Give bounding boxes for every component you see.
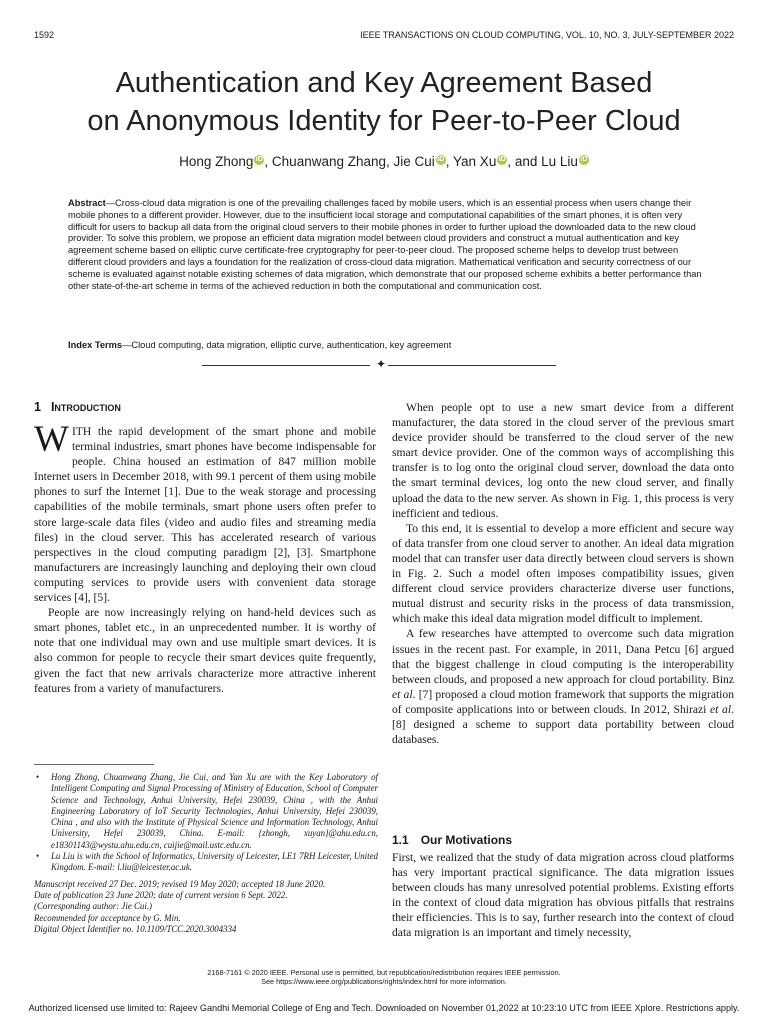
- doi[interactable]: Digital Object Identifier no. 10.1109/TCC.2020.3004334: [34, 923, 237, 934]
- orcid-icon[interactable]: iD: [437, 156, 445, 163]
- left-column-body: [34, 419, 376, 696]
- manuscript-history: [34, 879, 378, 935]
- page-number: 1592: [34, 30, 55, 40]
- motivations-paragraph-1: First, we realized that the study of data migration across cloud platforms has very important practical significance. The data migration issues between clouds has many unresolved potential problems. Existing efforts in the context of cloud data migration has obvious pitfalls that restrains their efficiencies. This is to say, further research into the context of cloud data migration is an important and timely necessity,: [392, 851, 734, 940]
- footnote-rule: [34, 764, 154, 765]
- copyright-notice: [30, 968, 738, 986]
- intro-paragraph-2: People are now increasingly relying on hand-held devices such as smart phones, tablet etc., in an unprecedented number. It is worthy of note that one individual may own and use multiple smart devices. It is also common for people to recycle their smart devices quite frequently, given the fact that new arrivals characterize more attractive inherent features from a variety of manufacturers.: [34, 606, 376, 695]
- intro-paragraph-4: To this end, it is essential to develop a more efficient and secure way of data transfer from one cloud server to another. An ideal data migration model that can transfer user data directly between cloud servers is shown in Fig. 2. Such a model often imposes compatibility issues, given different cloud service providers characterize diverse user functions, mutual distrust and security risks in the process of data transmission, which make this ideal data migration model difficult to implement.: [392, 521, 734, 626]
- et-al-1: et al: [392, 687, 413, 701]
- author-list: [30, 154, 738, 169]
- et-al-2: et al: [710, 702, 732, 716]
- title-line-2: on Anonymous Identity for Peer-to-Peer Cloud: [87, 105, 681, 137]
- footnote-bullet: •: [36, 851, 40, 862]
- paragraph-5-part-3: . [8] designed a scheme to support data portability between cloud databases.: [392, 702, 734, 747]
- copyright-line-2[interactable]: See https://www.ieee.org/publications/rights/index.html for more information.: [261, 977, 507, 986]
- orcid-icon[interactable]: iD: [255, 156, 263, 163]
- subsection-number: 1.1: [392, 833, 409, 847]
- footnotes: [34, 772, 378, 935]
- title-line-1: Authentication and Key Agreement Based: [115, 67, 653, 99]
- copyright-line-1: 2168-7161 © 2020 IEEE. Personal use is permitted, but republication/redistribution requires IEEE permission.: [207, 968, 561, 977]
- recommended-by: Recommended for acceptance by G. Min.: [34, 912, 181, 923]
- orcid-icon[interactable]: iD: [498, 156, 506, 163]
- separator-rule-left: [202, 365, 370, 366]
- index-terms-label: Index Terms: [68, 340, 123, 350]
- corresponding-author: (Corresponding author: Jie Cui.): [34, 901, 152, 912]
- affiliation-footnote-1: [34, 772, 378, 851]
- abstract-text: —Cross-cloud data migration is one of the prevailing challenges faced by mobile users, which is an essential process when users change their mobile phones to a different provider. However, due to the insufficient local storage and computational capabilities of the smart phones, it is often very difficult for users to backup all data from the original cloud servers to their mobile phones in order to further upload the downloaded data to the new cloud provider. To solve this problem, we propose an efficient data migration model between cloud providers and construct a mutual authentication and key agreement scheme based on elliptic curve certificate-free cryptography for peer-to-peer cloud. The proposed scheme helps to develop trust between different cloud providers and lays a foundation for the realization of cross-cloud data migration. Mathematical verification and security correctness of our scheme is evaluated against notable existing schemes of data migration, which demonstrate that our proposed scheme exhibits a better performance than other state-of-the-art scheme in terms of the achieved reduction in both the computational and communication cost.: [68, 198, 702, 291]
- intro-paragraph-5: [392, 626, 734, 747]
- intro-paragraph-1: [34, 419, 376, 605]
- affiliation-text-1: Hong Zhong, Chuanwang Zhang, Jie Cui, and Yan Xu are with the Key Laboratory of Intelligent Computing and Signal Processing of Ministry of Education, School of Computer Science and Technology, Anhui University, Hefei 230039, China , with the Anhui Engineering Laboratory of IoT Security Technologies, Anhui University, Hefei 230039, China , and also with the Institute of Physical Science and Information Technology, Anhui University, Hefei 230039, China. E-mail: {zhongh, xuyan}@ahu.edu.cn, e18301143@wystu.ahu.edu.cn, cuijie@mail.ustc.edu.cn.: [51, 772, 378, 850]
- subsection-title: Our Motivations: [420, 833, 513, 847]
- author-hong-zhong: Hong Zhong: [179, 154, 254, 169]
- authors-zhang-cui: , Chuanwang Zhang, Jie Cui: [264, 154, 435, 169]
- paper-title: [30, 64, 738, 140]
- paragraph-5-part-1: A few researches have attempted to overcome such data migration issues in the recent past. For example, in 2011, Dana Petcu [6] argued that the biggest challenge in cloud computing is the interoperability between clouds, and proposed a new approach for cloud portability. Binz: [392, 627, 734, 686]
- authorized-use-notice: Authorized licensed use limited to: Rajeev Gandhi Memorial College of Eng and Tech. Downloaded on November 01,2022 at 10:23:10 UTC from IEEE Xplore. Restrictions apply.: [28, 1003, 740, 1013]
- publication-dates: Date of publication 23 June 2020; date of current version 6 Sept. 2022.: [34, 889, 288, 900]
- right-column-body: [392, 400, 734, 747]
- intro-paragraph-1-text: ITH the rapid development of the smart phone and mobile terminal industries, smart phones have become indispensable for people. China housed an estimation of 847 million mobile Internet users in December 2018, with 99.1 percent of them using mobile phones to surf the Internet [1]. Due to the weak storage and processing capabilities of the mobile terminals, smart phone users often prefer to store large-scale data files (video and audio files and streaming media files) in the cloud server. This has accelerated research of various perspectives in the cloud computing paradigm [2], [3]. Smartphone manufacturers are increasingly launching and deploying their own cloud computing services to provide users with convenient data storage services [4], [5].: [34, 425, 376, 605]
- manuscript-dates: Manuscript received 27 Dec. 2019; revised 19 May 2020; accepted 18 June 2020.: [34, 878, 326, 889]
- author-lu-liu: , and Lu Liu: [507, 154, 578, 169]
- separator-rule-right: [388, 365, 556, 366]
- section-title: Introduction: [50, 400, 121, 414]
- section-number: 1: [34, 400, 41, 414]
- section-heading-introduction: [34, 400, 121, 414]
- intro-paragraph-3: When people opt to use a new smart device from a different manufacturer, the data stored in the cloud server of the previous smart device provider should be transferred to the cloud server of the new smart device provider. One of the common ways of accomplishing this transfer is to log onto the original cloud server, download the data onto the smart terminal devices, log onto the new cloud server, and finally upload the data to the new server. As shown in Fig. 1, this process is very inefficient and tedious.: [392, 401, 734, 520]
- index-terms: [68, 339, 702, 351]
- affiliation-text-2: Lu Liu is with the School of Informatics, University of Leicester, LE1 7RH Leicester, United Kingdom. E-mail: l.liu@leicester.ac.uk.: [51, 851, 378, 873]
- orcid-icon[interactable]: iD: [580, 156, 588, 163]
- journal-header: IEEE TRANSACTIONS ON CLOUD COMPUTING, VOL. 10, NO. 3, JULY-SEPTEMBER 2022: [360, 30, 734, 40]
- separator-diamond-icon: ✦: [376, 357, 387, 371]
- subsection-heading-motivations: [392, 833, 512, 847]
- affiliation-footnote-2: [34, 851, 378, 874]
- abstract-label: Abstract: [68, 198, 106, 208]
- author-yan-xu: , Yan Xu: [445, 154, 497, 169]
- dropcap-letter: W: [34, 419, 69, 460]
- abstract: [68, 198, 702, 292]
- index-terms-text: —Cloud computing, data migration, elliptic curve, authentication, key agreement: [122, 340, 452, 350]
- paragraph-5-part-2: . [7] proposed a cloud motion framework that supports the migration of composite applications into or between clouds. In 2012, Shirazi: [392, 687, 734, 716]
- motivations-body: [392, 850, 734, 941]
- footnote-bullet: •: [36, 772, 40, 782]
